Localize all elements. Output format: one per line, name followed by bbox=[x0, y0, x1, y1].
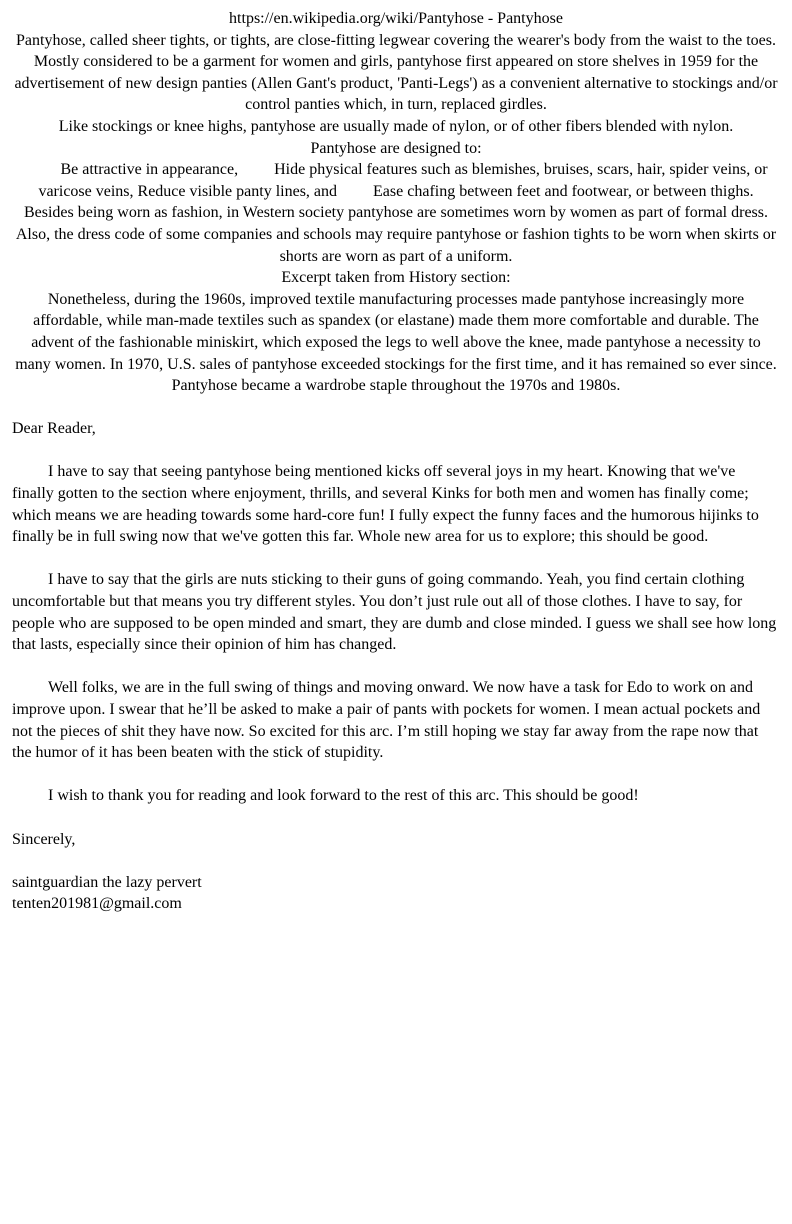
letter-signature: saintguardian the lazy pervert bbox=[12, 873, 202, 891]
designed-list bbox=[12, 159, 780, 202]
letter-paragraph: I have to say that the girls are nuts sticking to their guns of going commando. Yeah, you find certain clothing uncomfortable but that means you try different styles. You don’t just rule out all of those clothes. I have to say, for people who are supposed to be open minded and smart, they are dumb and close minded. I guess we shall see how long that lasts, especially since their opinion of him has changed. bbox=[12, 571, 777, 654]
designed-item: Hide physical features such as blemishes, bruises, scars, hair, spider veins, or varicose veins, bbox=[38, 161, 768, 200]
letter-greeting: Dear Reader, bbox=[12, 420, 96, 438]
excerpt-paragraph-dress: Besides being worn as fashion, in Western society pantyhose are sometimes worn by women as part of formal dress. Also, the dress code of some companies and schools may require pantyhose or fashion tights to be worn when skirts or shorts are worn as part of a uniform. bbox=[15, 204, 777, 265]
letter-paragraph: I have to say that seeing pantyhose being mentioned kicks off several joys in my heart. Knowing that we've finally gotten to the section where enjoyment, thrills, and several Kinks for both men and women has finally come; which means we are heading towards some hard-core fun! I fully expect the funny faces and the humorous hijinks to finally be in full swing now that we've gotten this far. Whole new area for us to explore; this should be good. bbox=[12, 463, 759, 546]
designed-item: Reduce visible panty lines, and bbox=[137, 182, 338, 200]
designed-heading: Pantyhose are designed to: bbox=[310, 139, 482, 157]
wiki-excerpt bbox=[12, 8, 780, 397]
letter-paragraph: I wish to thank you for reading and look forward to the rest of this arc. This should be good! bbox=[48, 787, 639, 805]
history-heading: Excerpt taken from History section: bbox=[281, 269, 511, 287]
source-line: https://en.wikipedia.org/wiki/Pantyhose - Pantyhose bbox=[229, 10, 563, 27]
letter-closing: Sincerely, bbox=[12, 830, 76, 848]
letter-email: tenten201981@gmail.com bbox=[12, 895, 182, 913]
excerpt-paragraph-materials: Like stockings or knee highs, pantyhose are usually made of nylon, or of other fibers blended with nylon. bbox=[58, 117, 734, 135]
designed-item: Ease chafing between feet and footwear, or between thighs. bbox=[373, 182, 754, 200]
letter-paragraph: Well folks, we are in the full swing of things and moving onward. We now have a task for Edo to work on and improve upon. I swear that he’ll be asked to make a pair of pants with pockets for women. I mean actual pockets and not the pieces of shit they have now. So excited for this arc. I’m still hoping we stay far away from the rape now that the humor of it has been beaten with the stick of stupidity. bbox=[12, 679, 761, 762]
excerpt-paragraph-intro: Pantyhose, called sheer tights, or tights, are close-fitting legwear covering the wearer's body from the waist to the toes. Mostly considered to be a garment for women and girls, pantyhose first appeared on store shelves in 1959 for the advertisement of new design panties (Allen Gant's product, 'Panti-Legs') as a convenient alternative to stockings and/or control panties which, in turn, replaced girdles. bbox=[14, 31, 778, 114]
letter bbox=[12, 418, 780, 915]
designed-item: Be attractive in appearance, bbox=[60, 161, 239, 179]
history-paragraph: Nonetheless, during the 1960s, improved textile manufacturing processes made pantyhose increasingly more affordable, while man-made textiles such as spandex (or elastane) made them more comfortable and durable. The advent of the fashionable miniskirt, which exposed the legs to well above the knee, made pantyhose a necessity to many women. In 1970, U.S. sales of pantyhose exceeded stockings for the first time, and it has remained so ever since. Pantyhose became a wardrobe staple throughout the 1970s and 1980s. bbox=[15, 290, 777, 395]
